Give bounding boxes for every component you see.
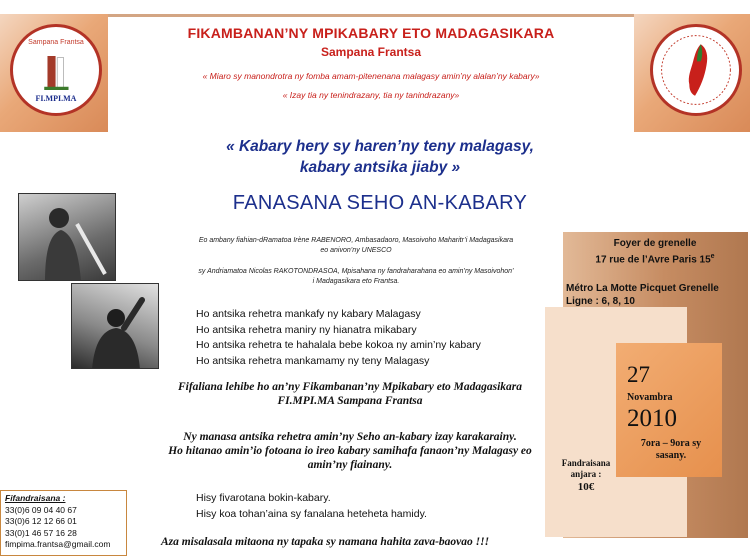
extras-line: Hisy koa tohan’aina sy fanalana heteheta hamidy.: [196, 507, 427, 520]
musician-silhouette-icon: [19, 194, 116, 281]
venue-street: [565, 250, 745, 266]
event-year: 2010: [627, 405, 677, 432]
extras-list: [196, 491, 427, 522]
contact-email[interactable]: fimpima.frantsa@gmail.com: [5, 539, 111, 549]
patronage-credit: [168, 236, 544, 256]
musician-photo: [18, 193, 116, 281]
metro-info: [566, 282, 746, 308]
fee-label-2: anjara :: [570, 469, 602, 479]
fimpima-logo: [10, 24, 102, 116]
org-title: FIKAMBANAN’NY MPIKABARY ETO MADAGASIKARA: [187, 25, 555, 41]
slogan-line: « Kabary hery sy haren’ny teny malagasy,: [226, 138, 534, 155]
contact-title: Fifandraisana :: [5, 493, 66, 503]
description-line: amin’ny fiainany.: [307, 459, 393, 471]
credit-line: eo anivon’ny UNESCO: [320, 247, 392, 254]
time-line: 7ora – 9ora sy: [640, 438, 702, 449]
verse-list: [196, 307, 481, 369]
header-right-panel: [634, 14, 750, 132]
event-month: Novambra: [627, 392, 673, 403]
contact-box: [0, 490, 127, 556]
credit-line: i Madagasikara eto Frantsa.: [312, 278, 400, 285]
venue-street-text: 17 rue de l’Avre Paris 15: [595, 254, 711, 266]
contact-phone[interactable]: 33(0)1 46 57 16 28: [5, 527, 77, 538]
arrondissement-sup: e: [710, 253, 715, 260]
motto-quote: « Miaro sy manondrotra ny fomba amam-pitenenana malagasy amin’ny alalan’ny kabary»: [202, 71, 540, 81]
invitation-text: [150, 380, 550, 408]
event-description: [150, 430, 550, 472]
credit-line: sy Andriamatoa Nicolas RAKOTONDRASOA, Mpisahana ny fandraharahana eo amin’ny Masoivohon’: [198, 268, 514, 275]
slogan-line: kabary antsika jiaby »: [299, 159, 461, 176]
verse-line: Ho antsika rehetra te hahalala bebe kokoa ny amin’ny kabary: [196, 339, 481, 351]
pillar-icon: [41, 51, 75, 95]
metro-lines: Ligne : 6, 8, 10: [566, 296, 635, 307]
invitation-line: Fifaliana lehibe ho an’ny Fikambanan’ny Mpikabary eto Madagasikara: [177, 381, 523, 393]
event-title: FANASANA SEHO AN-KABARY: [232, 192, 528, 214]
event-day: 27: [627, 362, 650, 387]
contact-phone[interactable]: 33(0)6 09 04 40 67: [5, 504, 77, 515]
event-time: [624, 438, 718, 462]
motto-quote-2: « Izay tia ny tenindrazany, tia ny tanindrazany»: [282, 90, 460, 100]
contact-phone[interactable]: 33(0)6 12 12 66 01: [5, 516, 77, 526]
invitation-line: FI.MPI.MA Sampana Frantsa: [277, 395, 423, 407]
patronage-credit-2: [168, 267, 544, 287]
verse-line: Ho antsika rehetra mankafy ny kabary Malagasy: [196, 308, 421, 320]
venue-name: Foyer de grenelle: [613, 238, 697, 249]
orator-silhouette-icon: [72, 284, 159, 369]
closing-call: Aza misalasala mitaona ny tapaka sy namana hahita zava-baovao !!!: [160, 536, 490, 548]
description-line: Ho hitanao amin’io fotoana io ireo kabary samihafa fanaon’ny Malagasy eo: [168, 445, 532, 457]
extras-line: Hisy fivarotana bokin-kabary.: [196, 492, 331, 504]
credit-line: Eo ambany fiahian-dRamatoa Irène RABENORO, Ambasadaoro, Masoivoho Maharitr’i Madagasikara: [198, 237, 514, 244]
header-left-panel: [0, 14, 108, 132]
verse-line: Ho antsika rehetra maniry ny hianatra mikabary: [196, 323, 417, 336]
entry-fee: [558, 458, 614, 494]
metro-station: Métro La Motte Picquet Grenelle: [566, 283, 719, 294]
header-banner: [108, 14, 634, 132]
verse-line: Ho antsika rehetra mankamamy ny teny Malagasy: [196, 354, 430, 367]
slogan: [190, 136, 570, 178]
orator-photo: [71, 283, 159, 369]
logo-ring-text: Sampana Frantsa: [28, 39, 84, 46]
madagascar-map-icon: [653, 27, 739, 113]
madagascar-seal: [650, 24, 742, 116]
org-subtitle: Sampana Frantsa: [320, 45, 422, 59]
fee-value: 10€: [577, 481, 595, 493]
time-line: sasany.: [655, 450, 687, 461]
logo-text: FI.MPI.MA: [35, 94, 77, 103]
fee-label: Fandraisana: [561, 458, 611, 468]
venue-address: [565, 237, 745, 266]
description-line: Ny manasa antsika rehetra amin’ny Seho an-kabary izay karakarainy.: [183, 431, 517, 443]
